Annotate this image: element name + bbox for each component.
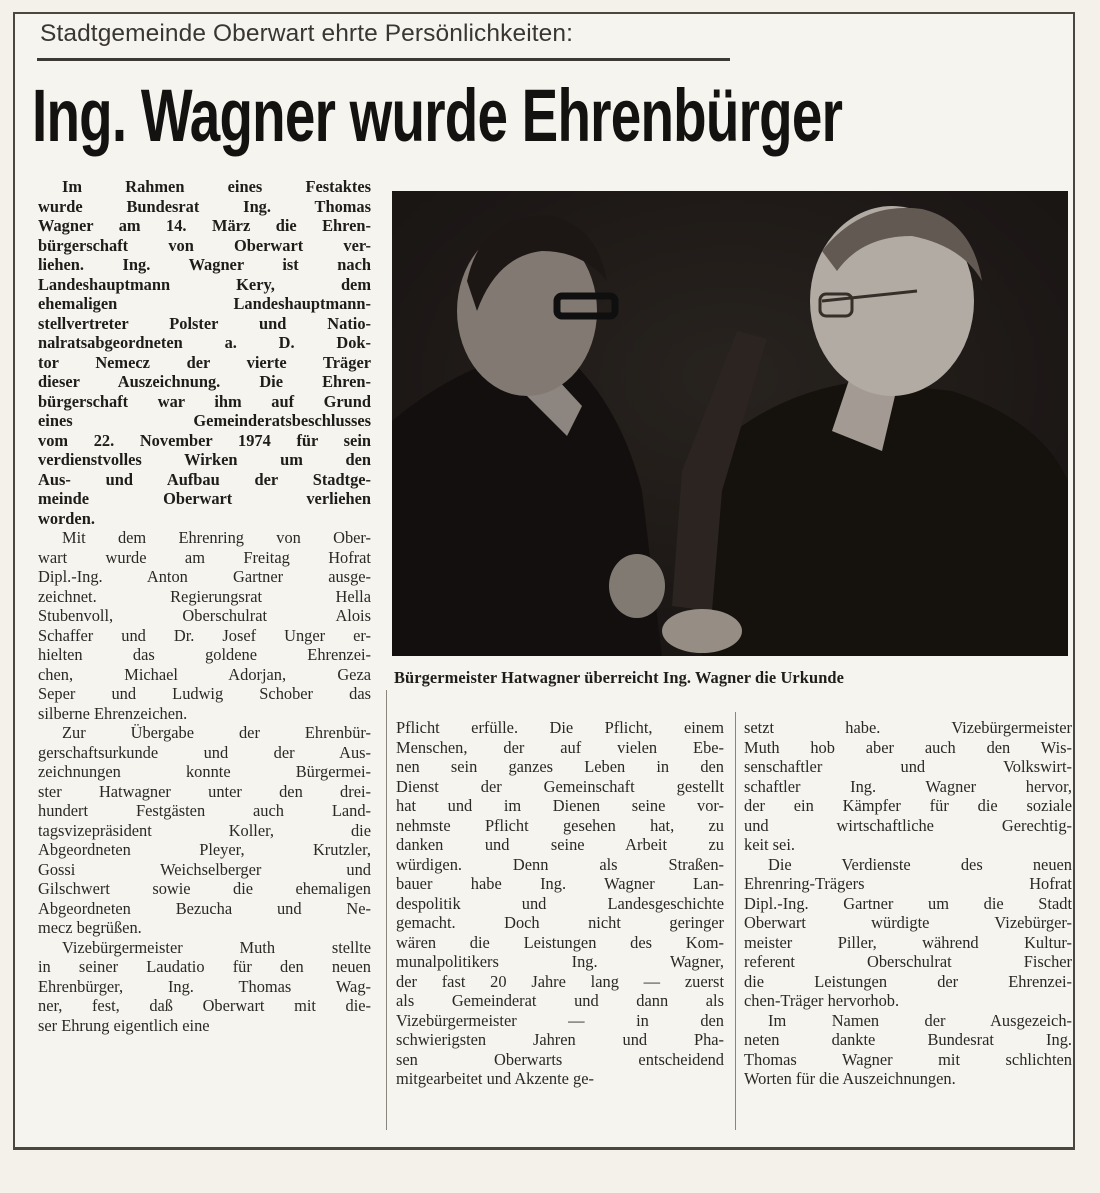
text-line: die Leistungen der Ehrenzei- — [744, 971, 1072, 991]
article-headline: Ing. Wagner wurde Ehrenbürger — [32, 74, 843, 157]
text-line: Worten für die Auszeichnungen. — [744, 1069, 956, 1088]
text-line: zeichnet. Regierungsrat Hella — [38, 586, 371, 606]
text-line: Muth hob aber auch den Wis- — [744, 737, 1072, 757]
article-paragraph — [744, 718, 1072, 855]
text-line: bürgerschaft war ihm auf Grund — [38, 391, 371, 411]
text-line: bauer habe Ing. Wagner Lan- — [396, 874, 724, 893]
text-line: Aus- und Aufbau der Stadtge- — [38, 469, 371, 489]
text-line: Im Namen der Ausgezeich- — [768, 1010, 1072, 1030]
text-line: Ehrenring-Trägers Hofrat — [744, 874, 1072, 893]
text-line: mitgearbeitet und Akzente ge- — [396, 1069, 594, 1088]
text-line: munalpolitikers Ing. Wagner, — [396, 952, 724, 971]
text-line: Thomas Wagner mit schlichten — [744, 1049, 1072, 1069]
text-line: tagsvizepräsident Koller, die — [38, 820, 371, 840]
text-line: Seper und Ludwig Schober das — [38, 684, 371, 703]
text-line: gemacht. Doch nicht geringer — [396, 913, 724, 932]
text-line: Ehrenbürger, Ing. Thomas Wag- — [38, 976, 371, 996]
text-line: hielten das goldene Ehrenzei- — [38, 645, 371, 664]
text-line: schwierigsten Jahren und Pha- — [396, 1030, 724, 1049]
text-line: ser Ehrung eigentlich eine — [38, 1015, 210, 1035]
article-paragraph — [744, 1011, 1072, 1089]
text-line: würdigen. Denn als Straßen- — [396, 854, 724, 874]
text-line: wurde Bundesrat Ing. Thomas — [38, 196, 371, 216]
text-line: bürgerschaft von Oberwart ver- — [38, 235, 371, 255]
text-line: nen sein ganzes Leben in den — [396, 757, 724, 776]
text-line: danken und seine Arbeit zu — [396, 835, 724, 854]
text-line: Landeshauptmann Kery, dem — [38, 274, 371, 294]
text-line: hundert Festgästen auch Land- — [38, 801, 371, 820]
text-line: mecz begrüßen. — [38, 918, 142, 937]
text-line: eines Gemeinderatsbeschlusses — [38, 411, 371, 430]
text-line: Menschen, der auf vielen Ebe- — [396, 737, 724, 757]
text-line: der fast 20 Jahre lang — zuerst — [396, 971, 724, 991]
text-line: tor Nemecz der vierte Träger — [38, 352, 371, 372]
text-line: neten dankte Bundesrat Ing. — [744, 1030, 1072, 1049]
text-line: worden. — [38, 508, 95, 528]
kicker-underline — [37, 58, 730, 61]
article-column-3 — [744, 718, 1072, 1089]
text-line: Pflicht erfülle. Die Pflicht, einem — [396, 718, 724, 737]
text-line: Schaffer und Dr. Josef Unger er- — [38, 625, 371, 645]
text-line: vom 22. November 1974 für sein — [38, 430, 371, 450]
article-paragraph — [38, 177, 371, 528]
text-line: zeichnungen konnte Bürgermei- — [38, 762, 371, 781]
text-line: Zur Übergabe der Ehrenbür- — [62, 723, 371, 742]
text-line: senschaftler und Volkswirt- — [744, 757, 1072, 776]
article-kicker: Stadtgemeinde Oberwart ehrte Persönlichkeiten: — [40, 20, 574, 47]
article-photo — [392, 191, 1068, 656]
text-line: Mit dem Ehrenring von Ober- — [62, 528, 371, 547]
text-line: Gilschwert sowie die ehemaligen — [38, 879, 371, 898]
text-line: Abgeordneten Pleyer, Krutzler, — [38, 840, 371, 859]
text-line: referent Oberschulrat Fischer — [744, 952, 1072, 971]
text-line: verdienstvolles Wirken um den — [38, 450, 371, 469]
article-paragraph — [38, 938, 371, 1036]
text-line: chen-Träger hervorhob. — [744, 991, 900, 1010]
text-line: Dienst der Gemeinschaft gestellt — [396, 776, 724, 796]
text-line: Die Verdienste des neuen — [768, 854, 1072, 874]
text-line: ster Hatwagner unter den drei- — [38, 781, 371, 801]
text-line: der ein Kämpfer für die soziale — [744, 796, 1072, 815]
text-line: in seiner Laudatio für den neuen — [38, 957, 371, 976]
text-line: als Gemeinderat und dann als — [396, 991, 724, 1010]
text-line: silberne Ehrenzeichen. — [38, 703, 188, 723]
text-line: sen Oberwarts entscheidend — [396, 1049, 724, 1069]
text-line: ner, fest, daß Oberwart mit die- — [38, 996, 371, 1015]
text-line: Im Rahmen eines Festaktes — [62, 177, 371, 196]
text-line: wären die Leistungen des Kom- — [396, 932, 724, 952]
text-line: Gossi Weichselberger und — [38, 859, 371, 879]
text-line: schaftler Ing. Wagner hervor, — [744, 776, 1072, 796]
text-line: keit sei. — [744, 835, 795, 854]
article-column-1 — [38, 177, 371, 1035]
text-line: Abgeordneten Bezucha und Ne- — [38, 898, 371, 918]
article-column-2 — [396, 718, 724, 1089]
text-line: meinde Oberwart verliehen — [38, 489, 371, 508]
article-paragraph — [38, 723, 371, 938]
text-line: Stubenvoll, Oberschulrat Alois — [38, 606, 371, 625]
column-divider — [735, 712, 736, 1130]
text-line: chen, Michael Adorjan, Geza — [38, 664, 371, 684]
article-paragraph — [38, 528, 371, 723]
text-line: gerschaftsurkunde und der Aus- — [38, 742, 371, 762]
handshake-photo-icon — [392, 191, 1068, 656]
text-line: setzt habe. Vizebürgermeister — [744, 718, 1072, 737]
text-line: nehmste Pflicht gesehen hat, zu — [396, 815, 724, 835]
text-line: nalratsabgeordneten a. D. Dok- — [38, 333, 371, 352]
text-line: und wirtschaftliche Gerechtig- — [744, 815, 1072, 835]
text-line: meister Piller, während Kultur- — [744, 932, 1072, 952]
text-line: despolitik und Landesgeschichte — [396, 893, 724, 913]
text-line: dieser Auszeichnung. Die Ehren- — [38, 372, 371, 391]
text-line: hat und im Dienen seine vor- — [396, 796, 724, 815]
text-line: Oberwart würdigte Vizebürger- — [744, 913, 1072, 932]
article-paragraph — [744, 855, 1072, 1011]
column-divider — [386, 690, 387, 1130]
text-line: Dipl.-Ing. Gartner um die Stadt — [744, 893, 1072, 913]
text-line: Wagner am 14. März die Ehren- — [38, 216, 371, 235]
text-line: ehemaligen Landeshauptmann- — [38, 294, 371, 313]
photo-caption: Bürgermeister Hatwagner überreicht Ing. Wagner die Urkunde — [394, 668, 844, 687]
text-line: Dipl.-Ing. Anton Gartner ausge- — [38, 567, 371, 586]
article-paragraph — [396, 718, 724, 1089]
text-line: wart wurde am Freitag Hofrat — [38, 547, 371, 567]
text-line: Vizebürgermeister Muth stellte — [62, 937, 371, 957]
text-line: liehen. Ing. Wagner ist nach — [38, 255, 371, 274]
text-line: Vizebürgermeister — in den — [396, 1010, 724, 1030]
text-line: stellvertreter Polster und Natio- — [38, 313, 371, 333]
